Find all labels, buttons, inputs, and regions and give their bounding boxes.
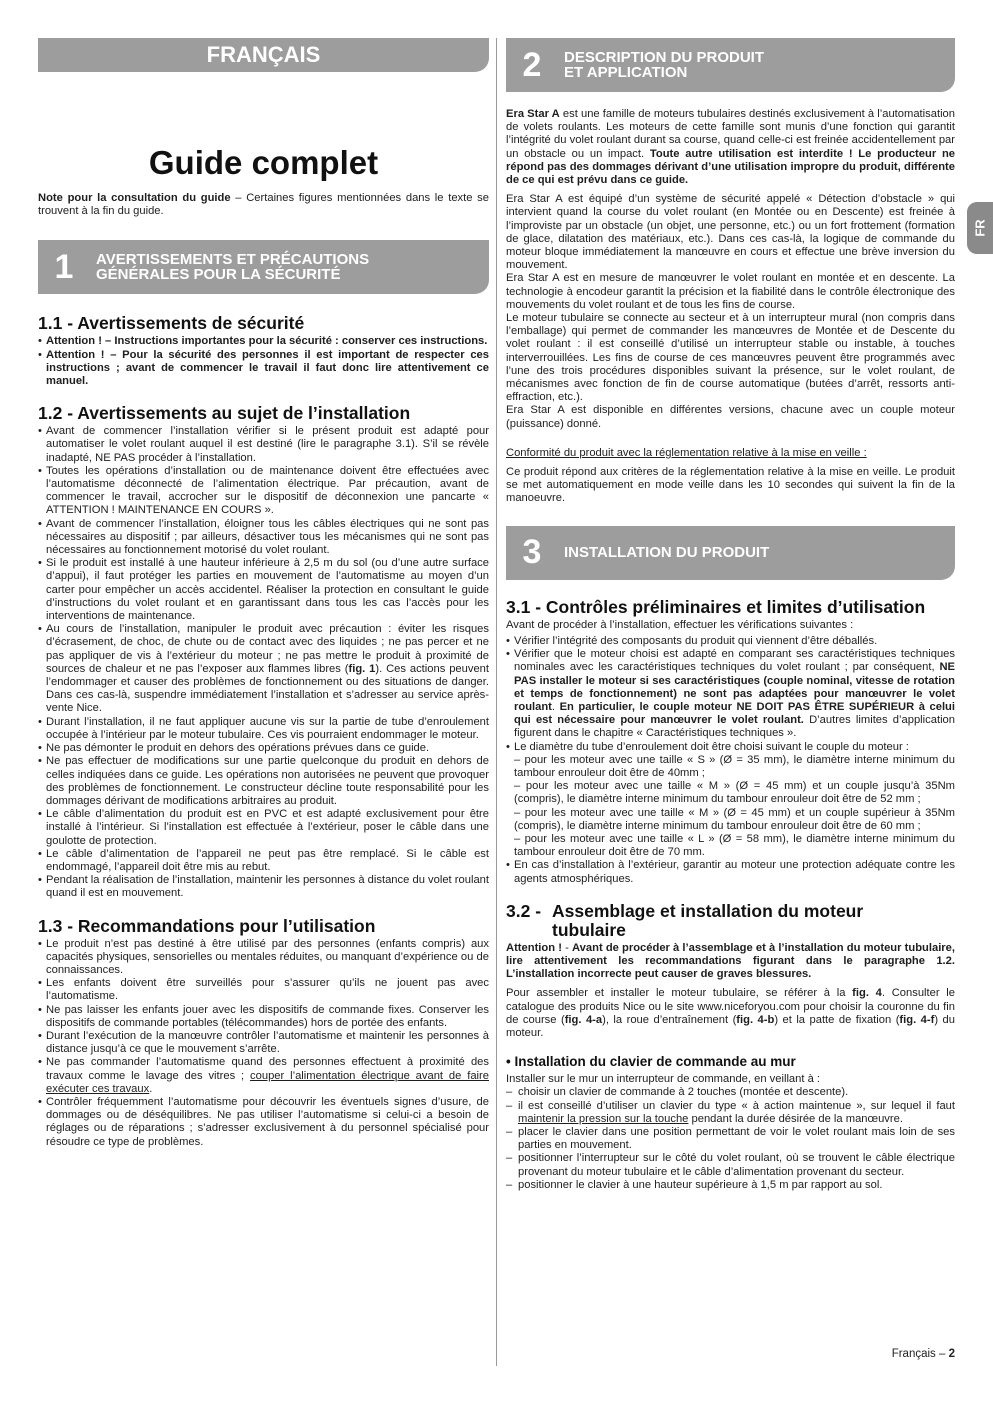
section-2-title xyxy=(558,50,764,80)
assembly-warning xyxy=(506,942,955,982)
list-item-text: pendant la durée désirée de la manœuvre. xyxy=(688,1112,903,1125)
list-item: • Toutes les opérations d’installation ou de maintenance doivent être effectuées avec l’automatisme déconnecté de l’alimentation électrique. Par précaution, avant de commencer le travail, accrocher sur le dispositif de déconnexion une pancarte « ATTENTION ! MAINTENANCE EN COURS ». xyxy=(38,465,489,518)
paragraph: Le moteur tubulaire se connecte au secteur et à un interrupteur mural (non compris dans l’emballage) qui permet de commander les manœuvres de Montée et de Descente du volet roulant : il est conseillé d’utilisé un interrupteur stable ou instable, à touches interverrouillées. Les fins de course de ces manœuvres peuvent être programmés avec l’une des trois procédures disponibles suivant la présence, sur le volet roulant, de mécanismes avec fonction de fin de course automatique (butées d’arrêt, ressorts anti-effraction, etc.). xyxy=(506,312,955,404)
heading-3-2 xyxy=(506,902,955,940)
sub-item: – pour les moteur avec une taille « M » (Ø = 45 mm) et un couple jusqu’à 35Nm (compris), le diamètre interne minimum du tambour enrouleur doit être de 52 mm ; xyxy=(514,780,955,806)
installation-warnings-list xyxy=(38,425,489,900)
warning-bold: Attention ! xyxy=(506,941,562,954)
list-item xyxy=(38,349,489,389)
list-item: • Vérifier l’intégrité des composants du produit qui viennent d’être déballés. xyxy=(506,635,955,648)
heading-3-1: 3.1 - Contrôles préliminaires et limites d’utilisation xyxy=(506,596,926,617)
section-3-title: INSTALLATION DU PRODUIT xyxy=(564,544,770,562)
list-item-text: Vérifier que le moteur choisi est adapté en comparant ses caractéristiques techniques nominales avec les caractéristiques techniques du volet roulant ; par conséquent, xyxy=(514,648,955,674)
list-item-text: Au cours de l’installation, manipuler le produit avec précaution : éviter les risques d’écrasement, de choc, de chute ou de contact avec des liquides ; ne pas percer et ne pas appliquer de vis à l’extérieur du moteur ; ne pas mettre le produit à proximité de sources de chaleur et ne pas l’exposer aux flammes libres ( xyxy=(46,623,489,675)
paragraph-text: Pour assembler et installer le moteur tubulaire, se référer à la xyxy=(506,987,853,1000)
language-banner: FRANÇAIS xyxy=(38,38,489,72)
list-item: • Contrôler fréquemment l’automatisme pour découvrir les éventuels signes d’usure, de dommages ou de déséquilibres. Ne pas utiliser l’automatisme si celui-ci a besoin de réglages ou de réparations ; s’adresser exclusivement à du personnel spécialisé pour résoudre ce type de problèmes. xyxy=(38,1096,489,1149)
list-item: – positionner le clavier à une hauteur supérieure à 1,5 m par rapport au sol. xyxy=(506,1179,955,1192)
list-item: • Ne pas effectuer de modifications sur une partie quelconque du produit en dehors de celles indiquées dans ce guide. Les opérations non autorisées ne peuvent que provoquer des problèmes de fonctionnement. Le constructeur décline toute responsabilité pour les dommages dérivant de modifications arbitraires au produit. xyxy=(38,755,489,808)
list-item: • Pendant la réalisation de l’installation, maintenir les personnes à distance du volet roulant quand il est en mouvement. xyxy=(38,874,489,900)
list-item: • Durant l’exécution de la manœuvre contrôler l’automatisme et maintenir les personnes à distance jusqu’à ce que le mouvement s’arrête. xyxy=(38,1030,489,1056)
list-item-text: D’autres limites d’application figurent dans le chapitre « Caractéristiques techniques ». xyxy=(514,714,955,740)
section-1-number: 1 xyxy=(54,247,74,286)
preliminary-checks-list xyxy=(506,635,955,886)
list-item: • Le câble d’alimentation de l’appareil ne peut pas être remplacé. Si le câble est endommagé, l’appareil doit être mis au rebut. xyxy=(38,848,489,874)
list-item xyxy=(38,335,489,348)
section-1-title-line2: GÉNÉRALES POUR LA SÉCURITÉ xyxy=(96,266,341,284)
paragraph-text: est une famille de moteurs tubulaires destinés exclusivement à l’automatisation de volets roulants. Les moteurs de cette famille sont munis d’une fonction qui garantit l’intégrité du volet roulant durant sa course, quand celle-ci est freinée accidentellement par un obstacle ou un impact. xyxy=(506,108,956,160)
list-item: • Ne pas laisser les enfants jouer avec les dispositifs de commande fixes. Conserver les dispositifs de commande portables (télécommandes) hors de portée des enfants. xyxy=(38,1004,489,1030)
usage-recommendations-list xyxy=(38,938,489,1149)
paragraph xyxy=(506,987,955,1040)
section-3-banner xyxy=(506,526,955,580)
sub-item: – pour les moteur avec une taille « S » (Ø = 35 mm), le diamètre interne minimum du tambour enrouleur doit être de 40mm ; xyxy=(514,753,955,779)
main-title: Guide complet xyxy=(148,144,379,181)
figure-reference: fig. 4-a xyxy=(564,1013,603,1026)
list-item: • Avant de commencer l’installation, éloigner tous les câbles électriques qui ne sont pas nécessaires au dispositif ; par ailleurs, désactiver tous les mécanismes qui ne sont pas nécessaires au fonctionnement motorisé du volet roulant. xyxy=(38,518,489,558)
section-2-banner xyxy=(506,38,955,92)
list-item-text: Ne pas commander l’automatisme quand des personnes effectuent à proximité des travaux comme le lavage des vitres ; xyxy=(46,1056,489,1082)
warning-bold: Avant de procéder à l’assemblage et à l’installation du moteur tubulaire, lire attentivement les recommandations figurant dans le paragraphe 1.2. L’installation incorrecte peut causer de graves blessures. xyxy=(506,941,955,981)
guide-note-bold: Note pour la consultation du guide xyxy=(38,192,231,204)
right-column xyxy=(506,38,955,1192)
heading-1-3: 1.3 - Recommandations pour l’utilisation xyxy=(38,915,376,936)
page-footer xyxy=(892,1348,955,1360)
section-1-banner xyxy=(38,240,489,294)
list-item xyxy=(38,1056,489,1096)
paragraph-text: ) du moteur. xyxy=(506,1013,955,1039)
paragraph xyxy=(506,108,955,187)
list-item xyxy=(506,648,955,740)
page-number: 2 xyxy=(948,1348,955,1360)
section-2-title-line2: ET APPLICATION xyxy=(564,64,688,81)
list-item-bold: NE PAS installer le moteur si ses caractéristiques (couple nominal, vitesse de rotation et temps de fonctionnement) ne sont pas adaptées pour manœuvrer le volet roulant xyxy=(514,661,955,713)
list-item-text: . xyxy=(551,700,560,713)
warning-text: - xyxy=(561,941,572,954)
underlined-text: maintenir la pression sur la touche xyxy=(518,1112,689,1125)
sub-item: – pour les moteur avec une taille « L » (Ø = 58 mm), le diamètre interne minimum du tambour enrouleur doit être de 70 mm. xyxy=(514,832,955,859)
paragraph: Era Star A est équipé d’un système de sécurité appelé « Détection d’obstacle » qui intervient quand la course du volet roulant (en Montée ou en Descente) est freinée à l’improviste par un obstacle (un objet, une personne, etc.) ou un fort frottement (formation de glace, dilatation des matériaux, etc.). Dans ces cas-là, la logique de commande du moteur bloque immédiatement la manœuvre en cours et effectue une brève inversion du mouvement. xyxy=(506,193,955,272)
heading-3-2-title xyxy=(552,902,863,940)
list-item: • Si le produit est installé à une hauteur inférieure à 2,5 m du sol (ou d’une autre surface d’appui), il faut protéger les parties en mouvement de l’automatisme au moyen d’un carter pour empêcher un accès accidentel. Réaliser la protection en consultant le guide d’instructions du volet roulant et en garantissant dans tous les cas l’accès pour les interventions de maintenance. xyxy=(38,557,489,623)
paragraph-text: . Consulter le catalogue des produits Nice ou le site www.niceforyou.com pour choisir la couronne du fin de course ( xyxy=(506,987,956,1026)
list-item-bold: En particulier, le couple moteur NE DOIT PAS ÊTRE SUPÉRIEUR à celui qui est nécessaire pour manœuvrer le volet roulant. xyxy=(514,700,955,727)
section-2-title-line1: DESCRIPTION DU PRODUIT xyxy=(564,49,765,66)
list-item: – positionner l’interrupteur sur le côté du volet roulant, où se trouvent le câble électrique provenant du moteur tubulaire et le câble d’alimentation provenant du secteur. xyxy=(506,1152,955,1178)
language-side-tab xyxy=(967,202,993,254)
guide-note-text: – Certaines figures mentionnées dans le texte se trouvent à la fin du guide. xyxy=(38,192,489,218)
paragraph: Era Star A est en mesure de manœuvrer le volet roulant en montée et en descente. La technologie à encodeur garantit la précision et la fiabilité dans le contrôle électronique des mouvements du volet roulant et de tous les fins de course. xyxy=(506,272,955,311)
figure-reference: fig. 4 xyxy=(852,987,882,1000)
list-item: – placer le clavier dans une position permettant de voir le volet roulant mais loin de ses parties en mouvement. xyxy=(506,1126,955,1152)
list-item-text: il est conseillé d’utiliser un clavier du type « à action maintenue », sur lequel il faut xyxy=(518,1099,955,1112)
section-1-title xyxy=(90,252,369,282)
paragraph-bold: Toute autre utilisation est interdite ! Le producteur ne répond pas des dommages dérivant d’une utilisation impropre du produit, différente de ce qui est prévu dans ce guide. xyxy=(506,147,955,187)
language-side-tab-label: FR xyxy=(972,219,988,237)
list-item: • En cas d’installation à l’extérieur, garantir au moteur une protection adéquate contre les agents atmosphériques. xyxy=(506,859,955,885)
figure-reference: fig. 4-b xyxy=(736,1013,775,1026)
column-divider xyxy=(496,38,497,1366)
sub-item: – pour les moteur avec une taille « M » (Ø = 45 mm) et un couple supérieur à 35Nm (compris), le diamètre interne minimum du tambour enrouleur doit être de 60 mm ; xyxy=(514,806,955,832)
product-name: Era Star A xyxy=(506,108,560,120)
footer-label: Français – xyxy=(891,1348,949,1360)
list-item-text: Le diamètre du tube d’enroulement doit être choisi suivant le couple du moteur : xyxy=(514,740,909,753)
conformity-title xyxy=(506,447,955,460)
section-3-number: 3 xyxy=(522,533,542,572)
underlined-text: couper l’alimentation électrique avant de faire exécuter ces travaux xyxy=(46,1069,489,1095)
heading-1-2: 1.2 - Avertissements au sujet de l’installation xyxy=(38,403,411,424)
paragraph-text: ) et la patte de fixation ( xyxy=(774,1013,900,1026)
list-item: • Le produit n’est pas destiné à être utilisé par des personnes (enfants compris) aux capacités physiques, sensorielles ou mentales réduites, ou manquant d’expérience ou de connaissances. xyxy=(38,938,489,978)
list-item: – choisir un clavier de commande à 2 touches (montée et descente). xyxy=(506,1086,955,1099)
list-item-text: Attention ! – Instructions importantes pour la sécurité : conserver ces instructions. xyxy=(46,335,488,348)
list-item: • Ne pas démonter le produit en dehors des opérations prévues dans ce guide. xyxy=(38,742,489,755)
list-item: • Durant l’installation, il ne faut appliquer aucune vis sur la partie de tube d’enroulement occupée à l’intérieur par le moteur tubulaire. Ces vis pourraient endommager le moteur. xyxy=(38,716,489,742)
heading-1-1: 1.1 - Avertissements de sécurité xyxy=(38,313,305,334)
left-column xyxy=(38,38,489,1149)
paragraph: Era Star A est disponible en différentes versions, chacune avec un couple moteur (puissance) donné. xyxy=(506,404,955,430)
list-item: • Le câble d’alimentation du produit est en PVC et est adapté exclusivement pour être installé à l’intérieur. Si l’installation est effectuée à l’extérieur, poser le câble dans une goulotte de protection. xyxy=(38,808,489,848)
list-item-text: . xyxy=(149,1082,153,1095)
section-2-number: 2 xyxy=(522,45,542,84)
keypad-heading: • Installation du clavier de commande au mur xyxy=(506,1054,796,1070)
heading-3-2-line1: Assemblage et installation du moteur xyxy=(552,900,864,921)
section-1-title-line1: AVERTISSEMENTS ET PRÉCAUTIONS xyxy=(96,251,370,269)
list-item-text: ). Ces actions peuvent l’endommager et causer des problèmes de fonctionnement ou des situations de danger. Dans ces cas-là, suspendre immédiatement l’installation et s’adresser au service après-vente Nice. xyxy=(46,662,490,715)
conformity-title-text: Conformité du produit avec la réglementation relative à la mise en veille : xyxy=(506,446,867,459)
paragraph: Avant de procéder à l’installation, effectuer les vérifications suivantes : xyxy=(506,618,854,631)
list-item xyxy=(38,623,489,715)
heading-3-2-number: 3.2 - xyxy=(506,900,542,921)
paragraph: Installer sur le mur un interrupteur de commande, en veillant à : xyxy=(506,1073,821,1086)
keypad-list xyxy=(506,1086,955,1192)
list-item: • Avant de commencer l’installation vérifier si le présent produit est adapté pour automatiser le volet roulant auquel il est destiné (lire le paragraphe 3.1). S’il se révèle inadapté, NE PAS procéder à l’installation. xyxy=(38,425,489,465)
list-item xyxy=(506,1100,955,1126)
conformity-text: Ce produit répond aux critères de la réglementation relative à la mise en veille. Le produit se met automatiquement en mode veille dans les 10 secondes qui suivent la fin de la manoeuvre. xyxy=(506,466,955,505)
list-item: • Les enfants doivent être surveillés pour s’assurer qu’ils ne jouent pas avec l’automatisme. xyxy=(38,977,489,1003)
list-item-text: Attention ! – Pour la sécurité des personnes il est important de respecter ces instructions ; avant de commencer le travail il faut donc lire attentivement ce manuel. xyxy=(46,348,489,388)
safety-warnings-list xyxy=(38,335,489,388)
figure-reference: fig. 4-f xyxy=(899,1013,935,1026)
list-item xyxy=(506,741,955,860)
guide-note xyxy=(38,192,489,218)
heading-3-2-line2: tubulaire xyxy=(552,919,626,940)
figure-reference: fig. 1 xyxy=(348,662,376,675)
paragraph-text: ), la roue d’entraînement ( xyxy=(602,1013,737,1026)
